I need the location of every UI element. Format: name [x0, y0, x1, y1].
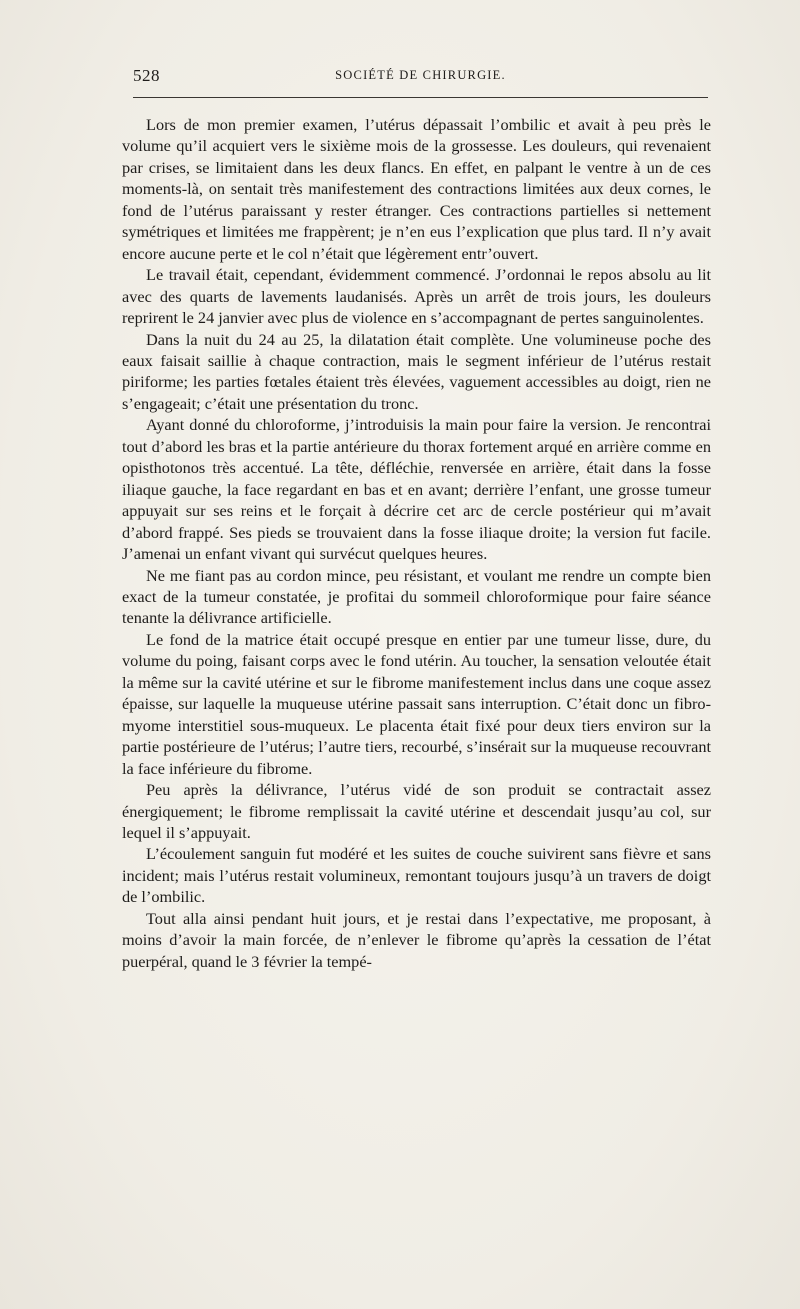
paragraph: Le fond de la matrice était occupé presque en entier par une tumeur lisse, dure, du volume du poing, faisant corps avec le fond utérin. Au toucher, la sensation veloutée était la même sur la cavité utérine et sur le fibrome manifestement inclus dans une coque assez épaisse, sur laquelle la muqueuse utérine passait sans interruption. C’était donc un fibro-myome interstitiel sous-muqueux. Le placenta était fixé pour deux tiers environ sur la partie postérieure de l’utérus; l’autre tiers, recourbé, s’insérait sur la muqueuse recouvrant la face inférieure du fibrome. [122, 629, 711, 778]
paragraph: L’écoulement sanguin fut modéré et les suites de couche suivirent sans fièvre et sans incident; mais l’utérus restait volumineux, remontant toujours jusqu’à un travers de doigt de l’ombilic. [122, 844, 711, 907]
paragraph: Ne me fiant pas au cordon mince, peu résistant, et voulant me rendre un compte bien exact de la tumeur constatée, je profitai du sommeil chloroformique pour faire séance tenante la délivrance artificielle. [122, 565, 711, 628]
paragraph: Le travail était, cependant, évidemment commencé. J’ordonnai le repos absolu au lit avec des quarts de lavements laudanisés. Après un arrêt de trois jours, les douleurs reprirent le 24 janvier avec plus de violence en s’accompagnant de pertes sanguinolentes. [122, 265, 711, 328]
paragraph: Lors de mon premier examen, l’utérus dépassait l’ombilic et avait à peu près le volume qu’il acquiert vers le sixième mois de la grossesse. Les douleurs, qui revenaient par crises, se limitaient dans les deux flancs. En effet, en palpant le ventre à un de ces moments-là, on sentait très manifestement des contractions limitées aux deux cornes, le fond de l’utérus paraissant y rester étranger. Ces contractions partielles si nettement symétriques et limitées me frappèrent; je n’en eus l’explication que plus tard. Il n’y avait encore aucune perte et le col n’était que légèrement entr’ouvert. [122, 115, 711, 263]
page-number: 528 [133, 66, 160, 85]
header-rule [133, 97, 708, 98]
paragraph: Tout alla ainsi pendant huit jours, et je restai dans l’expectative, me proposant, à moins d’avoir la main forcée, de n’enlever le fibrome qu’après la cessation de l’état puerpéral, quand le 3 février la tempé- [122, 908, 711, 971]
paragraph: Ayant donné du chloroforme, j’introduisis la main pour faire la version. Je rencontrai tout d’abord les bras et la partie antérieure du thorax fortement arqué en arrière comme en opisthotonos très accentué. La tête, défléchie, renversée en arrière, était dans la fosse iliaque gauche, la face regardant en bas et en avant; derrière l’enfant, une grosse tumeur appuyait sur ses reins et le forçait à décrire cet arc de cercle postérieur qui m’avait d’abord frappé. Ses pieds se trouvaient dans la fosse iliaque droite; la version fut facile. J’amenai un enfant vivant qui survécut quelques heures. [122, 415, 711, 564]
running-title: SOCIÉTÉ DE CHIRURGIE. [335, 68, 506, 82]
body-text [122, 114, 711, 972]
paragraph: Dans la nuit du 24 au 25, la dilatation était complète. Une volumineuse poche des eaux faisait saillie à chaque contraction, mais le segment inférieur de l’utérus restait piriforme; les parties fœtales étaient très élevées, vaguement accessibles au doigt, rien ne s’engageait; c’était une présentation du tronc. [122, 329, 711, 413]
running-head [133, 66, 708, 90]
paragraph: Peu après la délivrance, l’utérus vidé de son produit se contractait assez énergiquement; le fibrome remplissait la cavité utérine et descendait jusqu’au col, sur lequel il s’appuyait. [122, 780, 711, 842]
